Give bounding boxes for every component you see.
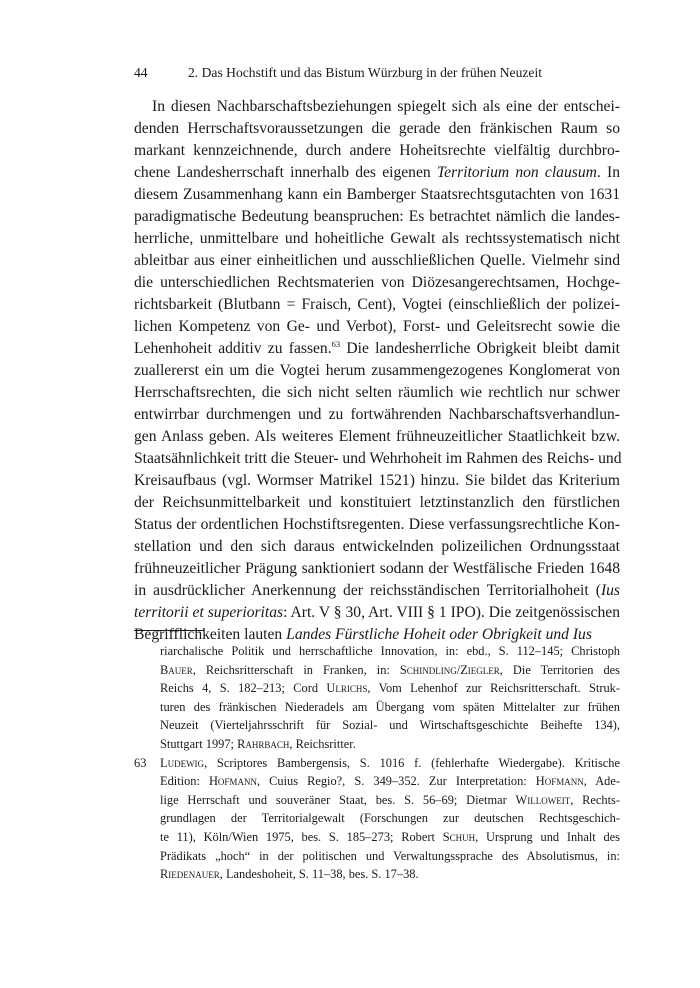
chapter-title: 2. Das Hochstift und das Bistum Würzburg in der frühen Neuzeit xyxy=(188,65,542,80)
text-segment: chene Landesherrschaft innerhalb des eigenen xyxy=(134,164,437,181)
text-line xyxy=(134,404,620,426)
text-segment: Die landesherrliche Obrigkeit bleibt damit xyxy=(340,340,620,357)
text-segment: Lehenhoheit additiv zu fassen. xyxy=(134,340,332,357)
text-line xyxy=(134,514,620,536)
footnote-line xyxy=(134,698,620,717)
text-segment: ableitbar aus einer einheitlichen und ausschließlichen Quelle. Vielmehr sind xyxy=(134,252,620,269)
text-segment: Begrifflichkeiten lauten xyxy=(134,626,287,643)
text-line xyxy=(134,470,620,492)
italic-text: territorii et superioritas xyxy=(134,604,284,621)
footnote-line xyxy=(134,847,620,866)
text-segment: Herrschaftsrechten, die sich nicht selten räumlich wie rechtlich nur schwer xyxy=(134,384,620,401)
footnote-line xyxy=(134,661,620,680)
text-line xyxy=(134,228,620,250)
author-name: Willoweit xyxy=(515,792,571,807)
text-line xyxy=(134,272,620,294)
text-segment: der Reichsunmittelbarkeit und konstituiert letztinstanzlich den fürstlichen xyxy=(134,494,620,511)
text-line xyxy=(134,184,620,206)
text-line xyxy=(134,426,620,448)
text-segment: Neuzeit (Vierteljahrsschrift für Sozial- und Wirtschaftsgeschichte Beihefte 134), xyxy=(160,718,620,733)
italic-text: Landes Fürstliche Hoheit oder Obrigkeit und Ius xyxy=(286,626,592,643)
text-segment: herrliche, unmittelbare und hoheitliche Gewalt als rechtssystematisch nicht xyxy=(134,230,620,247)
text-segment: : Art. V § 30, Art. VIII § 1 IPO). Die zeitgenössischen xyxy=(283,604,620,621)
text-segment: zuallererst ein um die Vogtei herum zusammengezogenes Konglomerat von xyxy=(134,362,620,379)
text-line xyxy=(134,536,620,558)
page-number: 44 xyxy=(134,65,148,80)
text-segment: In diesen Nachbarschaftsbeziehungen spiegelt sich als eine der entschei- xyxy=(152,98,620,115)
text-segment: Prädikats „hoch“ in der politischen und Verwaltungssprache des Absolutismus, in: xyxy=(160,848,620,863)
text-segment: frühneuzeitlicher Prägung sanktioniert sodann der Westfälische Frieden 1648 xyxy=(134,560,620,577)
text-segment: , Vom Lehenhof zur Reichsritterschaft. Struk- xyxy=(367,681,620,696)
running-head xyxy=(134,64,574,82)
author-name: Ulrichs xyxy=(326,681,368,696)
text-segment: diesem Zusammenhang kann ein Bamberger Staatsrechtsgutachten von 1631 xyxy=(134,186,620,203)
footnote-line xyxy=(134,679,620,698)
text-line xyxy=(134,602,620,624)
text-segment: Reichs 4, S. 182–213; Cord xyxy=(160,681,327,696)
footnote-line xyxy=(134,809,620,828)
text-line xyxy=(134,338,620,360)
text-segment: gen Anlass geben. Als weiteres Element frühneuzeitlicher Staatlichkeit bzw. xyxy=(134,428,620,445)
text-line xyxy=(134,96,620,118)
main-text xyxy=(134,96,620,646)
text-line xyxy=(134,382,620,404)
text-line xyxy=(134,250,620,272)
footnote-number: 63 xyxy=(134,755,147,770)
text-segment: lichen Kompetenz von Ge- und Verbot), Forst- und Geleitsrecht sowie die xyxy=(134,318,620,335)
text-line xyxy=(134,580,620,602)
text-segment: turen des fränkischen Niederadels am Übergang vom späten Mittelalter zur frühen xyxy=(160,699,620,714)
text-line xyxy=(134,294,620,316)
text-segment: , Ursprung und Inhalt des xyxy=(475,829,621,844)
text-line xyxy=(134,448,620,470)
text-segment: , Ade- xyxy=(583,774,620,789)
footnote-line xyxy=(134,716,620,735)
author-name: Bauer xyxy=(160,662,193,677)
footnote-line xyxy=(134,754,620,773)
text-segment: Stuttgart 1997; xyxy=(160,736,238,751)
text-segment: , Die Territorien des xyxy=(499,662,620,677)
text-line xyxy=(134,492,620,514)
text-segment: , Rechts- xyxy=(570,792,620,807)
text-segment: die unterschiedlichen Rechtsmaterien von Diözesangerechtsamen, Hochge- xyxy=(134,274,620,291)
footnote-separator xyxy=(134,630,204,631)
text-segment: Status der ordentlichen Hochstiftsregenten. Diese verfassungsrechtliche Kon- xyxy=(134,516,620,533)
text-segment: richtsbarkeit (Blutbann = Fraisch, Cent), Vogtei (einschließlich der polizei- xyxy=(134,296,620,313)
text-line xyxy=(134,316,620,338)
text-segment: , Cuius Regio?, S. 349–352. Zur Interpretation: xyxy=(256,774,536,789)
author-name: Schindling/Ziegler xyxy=(399,662,500,677)
text-segment: . In xyxy=(596,164,620,181)
footnote-reference: 63 xyxy=(331,339,341,349)
text-segment: , Landeshoheit, S. 11–38, bes. S. 17–38. xyxy=(219,867,419,882)
footnote-line xyxy=(134,865,620,884)
footnote-line xyxy=(134,735,620,754)
text-segment: grundlagen der Territorialgewalt (Forschungen zur deutschen Rechtsgeschich- xyxy=(160,811,620,826)
text-segment: markant kennzeichnende, durch andere Hoheitsrechte vielfältig durchbro- xyxy=(134,142,620,159)
italic-text: Ius xyxy=(600,582,620,599)
text-segment: Kreisaufbaus (vgl. Wormser Matrikel 1521) hinzu. Sie bildet das Kriterium xyxy=(134,472,620,489)
text-segment: denden Herrschaftsvoraussetzungen die gerade den fränkischen Raum so xyxy=(134,120,620,137)
text-segment: riarchalische Politik und herrschaftliche Innovation, in: ebd., S. 112–145; Christoph xyxy=(160,644,620,658)
text-segment: lige Herrschaft und souveräner Staat, bes. S. 56–69; Dietmar xyxy=(160,792,516,807)
author-name: Rahrbach xyxy=(237,736,290,751)
author-name: Ludewig xyxy=(160,755,205,770)
text-segment: entwirrbar durchmengen und zu fortwährenden Nachbarschaftsverhandlun- xyxy=(134,406,620,423)
footnote-line xyxy=(134,642,620,661)
author-name: Schuh xyxy=(442,829,476,844)
text-segment: Edition: xyxy=(160,774,209,789)
author-name: Hofmann xyxy=(535,774,584,789)
text-segment: , Reichsritter. xyxy=(289,736,356,751)
footnote-line xyxy=(134,828,620,847)
text-segment: te 11), Köln/Wien 1975, bes. S. 185–273; Robert xyxy=(160,829,443,844)
footnote-line xyxy=(134,791,620,810)
text-line xyxy=(134,360,620,382)
text-line xyxy=(134,162,620,184)
footnote-line xyxy=(134,772,620,791)
author-name: Riedenauer xyxy=(160,867,220,882)
italic-text: Territorium non clausum xyxy=(436,164,597,181)
text-segment: , Reichsritterschaft in Franken, in: xyxy=(192,662,400,677)
text-segment: , Scriptores Bambergensis, S. 1016 f. (fehlerhafte Wiedergabe). Kritische xyxy=(204,755,620,770)
text-line xyxy=(134,558,620,580)
text-segment: Staatsähnlichkeit tritt die Steuer- und Wehrhoheit im Rahmen des Reichs- und xyxy=(134,450,622,467)
text-line xyxy=(134,206,620,228)
text-segment: stellation und den sich daraus entwickelnden polizeilichen Ordnungsstaat xyxy=(134,538,620,555)
author-name: Hofmann xyxy=(208,774,257,789)
text-line xyxy=(134,118,620,140)
footnotes xyxy=(134,642,620,884)
text-segment: paradigmatische Bedeutung beanspruchen: Es betrachtet nämlich die landes- xyxy=(134,208,620,225)
text-segment: in ausdrücklicher Anerkennung der reichsständischen Territorialhoheit ( xyxy=(134,582,601,599)
text-line xyxy=(134,140,620,162)
